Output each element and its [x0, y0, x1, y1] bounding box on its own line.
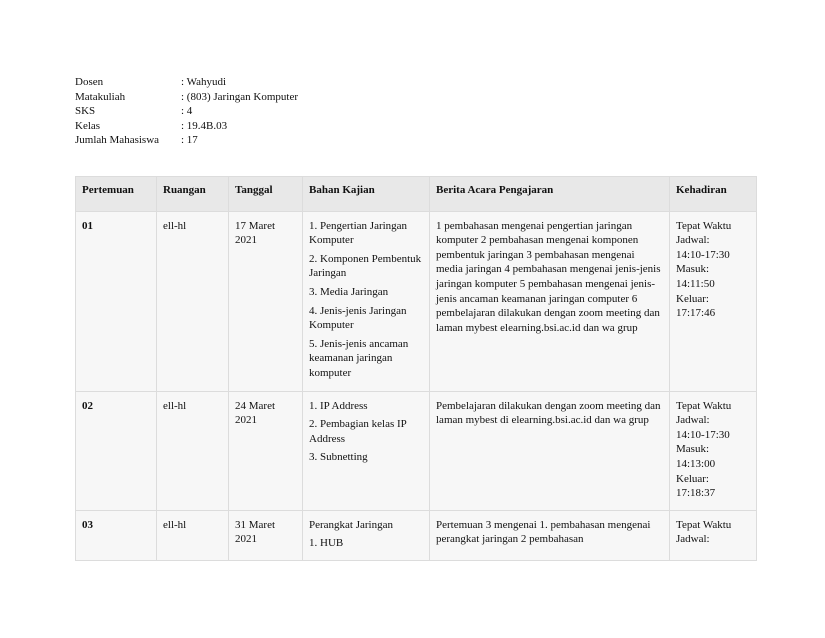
cell-pertemuan: 03 [76, 510, 157, 560]
table-row [76, 391, 757, 510]
header-berita-acara: Berita Acara Pengajaran [430, 177, 670, 212]
kehadiran-line: Tepat Waktu [676, 219, 732, 232]
kehadiran-line: Tepat Waktu [676, 399, 732, 412]
cell-berita-acara: Pembelajaran dilakukan dengan zoom meeting dan laman mybest di elearning.bsi.ac.id dan wa grup [430, 391, 670, 510]
cell-kehadiran [670, 391, 757, 510]
cell-bahan-kajian [303, 510, 430, 560]
info-row-matakuliah [75, 90, 298, 105]
bahan-item: 2. Komponen Pembentuk Jaringan [309, 252, 422, 280]
info-row-sks [75, 104, 298, 119]
info-value: : 19.4B.03 [181, 119, 228, 132]
info-label: Kelas [75, 119, 101, 132]
cell-pertemuan: 02 [76, 391, 157, 510]
info-row-dosen [75, 75, 298, 90]
kehadiran-line: Masuk: [676, 263, 709, 276]
kehadiran-line: 14:10-17:30 [676, 428, 730, 441]
kehadiran-line: 17:18:37 [676, 487, 716, 500]
bahan-item: Perangkat Jaringan [309, 518, 393, 531]
kehadiran-line: 14:11:50 [676, 277, 715, 290]
header-kehadiran: Kehadiran [670, 177, 757, 212]
header-pertemuan: Pertemuan [76, 177, 157, 212]
info-value: : 17 [181, 134, 198, 147]
info-label: Dosen [75, 76, 104, 88]
cell-kehadiran [670, 510, 757, 560]
table-row [76, 510, 757, 560]
cell-kehadiran [670, 211, 757, 391]
cell-pertemuan: 01 [76, 211, 157, 391]
kehadiran-line: 17:17:46 [676, 307, 716, 320]
cell-tanggal: 17 Maret 2021 [229, 211, 303, 391]
table-row [76, 211, 757, 391]
bahan-item: 2. Pembagian kelas IP Address [309, 418, 407, 445]
cell-berita-acara: 1 pembahasan mengenai pengertian jaringan komputer 2 pembahasan mengenai komponen pembentuk jaringan 3 pembahasan mengenai media jaringan 4 pembahasan mengenai jenis-jenis jaringan komputer 5 pembahasan mengenai jenis-jenis ancaman keamanan jaringan computer 6 pembelajaran dilakukan dengan zoom meeting dan laman mybest elearning.bsi.ac.id dan wa grup [430, 211, 670, 391]
info-label: Jumlah Mahasiswa [75, 134, 160, 147]
kehadiran-line: Keluar: [676, 292, 709, 305]
info-label: Matakuliah [75, 90, 126, 103]
info-label: SKS [75, 105, 96, 118]
kehadiran-line: Jadwal: [676, 234, 710, 247]
cell-tanggal: 31 Maret 2021 [229, 510, 303, 560]
info-row-kelas [75, 119, 298, 134]
bahan-item: 1. IP Address [309, 399, 368, 412]
bahan-item: 1. Pengertian Jaringan Komputer [309, 219, 408, 247]
bahan-item: 3. Subnetting [309, 451, 368, 464]
bahan-item: 5. Jenis-jenis ancaman keamanan jaringan komputer [309, 337, 409, 379]
bahan-item: 4. Jenis-jenis Jaringan Komputer [309, 304, 407, 332]
bahan-item: 1. HUB [309, 537, 344, 550]
kehadiran-line: Tepat Waktu [676, 518, 732, 531]
course-info [75, 75, 298, 148]
kehadiran-line: Jadwal: [676, 533, 710, 546]
cell-tanggal: 24 Maret 2021 [229, 391, 303, 510]
cell-bahan-kajian [303, 391, 430, 510]
kehadiran-line: 14:10-17:30 [676, 248, 730, 261]
header-tanggal: Tanggal [229, 177, 303, 212]
info-value: : Wahyudi [181, 76, 227, 88]
header-bahan-kajian: Bahan Kajian [303, 177, 430, 212]
cell-ruangan: ell-hl [157, 391, 229, 510]
cell-bahan-kajian [303, 211, 430, 391]
table-header-row [76, 177, 757, 212]
kehadiran-line: 14:13:00 [676, 457, 716, 470]
kehadiran-line: Jadwal: [676, 414, 710, 427]
attendance-table [75, 176, 757, 561]
cell-ruangan: ell-hl [157, 510, 229, 560]
header-ruangan: Ruangan [157, 177, 229, 212]
cell-berita-acara: Pertemuan 3 mengenai 1. pembahasan mengenai perangkat jaringan 2 pembahasan [430, 510, 670, 560]
kehadiran-line: Keluar: [676, 472, 709, 485]
kehadiran-line: Masuk: [676, 443, 709, 456]
info-value: : (803) Jaringan Komputer [181, 90, 298, 103]
cell-ruangan: ell-hl [157, 211, 229, 391]
info-value: : 4 [181, 105, 193, 118]
bahan-item: 3. Media Jaringan [309, 285, 389, 298]
info-row-jumlah-mahasiswa [75, 133, 298, 148]
